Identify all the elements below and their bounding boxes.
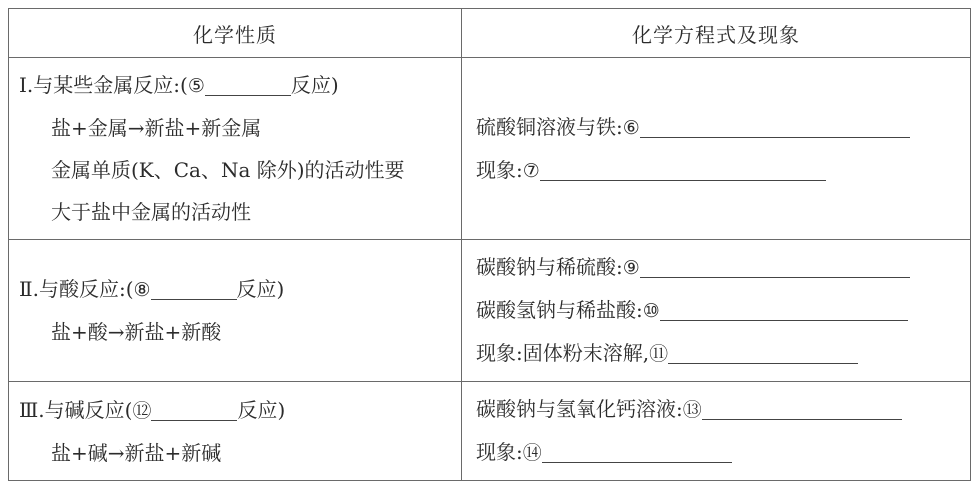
blank-number: ⑥: [622, 116, 640, 139]
equation-label: 硫酸铜溶液与铁:: [476, 114, 623, 139]
answer-blank[interactable]: [640, 257, 910, 278]
header-chemical-property: 化学性质: [9, 9, 462, 58]
property-title: [19, 64, 451, 107]
property-title: [19, 389, 451, 432]
blank-number: ⑦: [522, 159, 540, 182]
title-text: Ⅱ.与酸反应:(: [19, 277, 134, 301]
blank-number: ⑨: [622, 257, 640, 279]
property-cell-metal: [9, 58, 462, 240]
answer-blank[interactable]: [668, 343, 858, 364]
condition-text: 金属单质(K、Ca、Na 除外)的活动性要: [51, 158, 405, 182]
table-header-row: [9, 9, 971, 58]
title-suffix: 反应): [290, 73, 339, 97]
table-row: [9, 58, 971, 240]
blank-number: ⑤: [187, 75, 205, 97]
title-text: Ⅲ.与碱反应(: [19, 397, 133, 422]
reaction-pattern: 盐+金属→新盐+新金属: [51, 116, 262, 140]
blank-number: ⑫: [132, 399, 152, 422]
title-suffix: 反应): [237, 397, 286, 422]
blank-number: ⑩: [642, 300, 660, 322]
answer-blank[interactable]: [702, 399, 902, 420]
equation-line: [472, 106, 960, 149]
title-text: Ⅰ.与某些金属反应:(: [19, 73, 188, 97]
blank-number: ⑭: [522, 442, 542, 464]
equation-label: 碳酸钠与稀硫酸:: [476, 255, 623, 279]
answer-blank[interactable]: [540, 160, 826, 181]
answer-blank[interactable]: [542, 442, 732, 463]
table-row: [9, 240, 971, 382]
blank-number: ⑬: [682, 399, 702, 421]
phenomenon-line: [472, 332, 960, 375]
equation-line: [472, 289, 960, 332]
answer-blank[interactable]: [640, 117, 910, 138]
answer-blank[interactable]: [151, 279, 237, 300]
property-title: [19, 268, 451, 311]
property-cell-acid: [9, 240, 462, 382]
answer-blank[interactable]: [660, 300, 908, 321]
equation-label: 碳酸氢钠与稀盐酸:: [476, 298, 643, 322]
equation-cell-acid: [462, 240, 971, 382]
answer-blank[interactable]: [151, 400, 237, 421]
property-cell-base: [9, 382, 462, 481]
table-row: [9, 382, 971, 481]
blank-number: ⑧: [133, 279, 151, 301]
reaction-pattern: 盐+酸→新盐+新酸: [51, 320, 222, 344]
chemical-properties-table: [8, 8, 971, 481]
equation-label: 碳酸钠与氢氧化钙溶液:: [476, 397, 683, 421]
equation-cell-base: [462, 382, 971, 481]
phenomenon-label: 现象:固体粉末溶解,: [476, 341, 650, 365]
title-suffix: 反应): [236, 277, 285, 301]
reaction-pattern: 盐+碱→新盐+新碱: [51, 440, 222, 465]
equation-line: [472, 388, 960, 431]
equation-cell-metal: [462, 58, 971, 240]
phenomenon-label: 现象:: [476, 157, 523, 182]
header-equation-and-phenomenon: 化学方程式及现象: [462, 9, 971, 58]
phenomenon-label: 现象:: [476, 440, 523, 464]
condition-text-cont: 大于盐中金属的活动性: [51, 200, 251, 224]
phenomenon-line: [472, 149, 960, 192]
answer-blank[interactable]: [205, 75, 291, 96]
blank-number: ⑪: [649, 343, 669, 365]
equation-line: [472, 246, 960, 289]
phenomenon-line: [472, 431, 960, 474]
